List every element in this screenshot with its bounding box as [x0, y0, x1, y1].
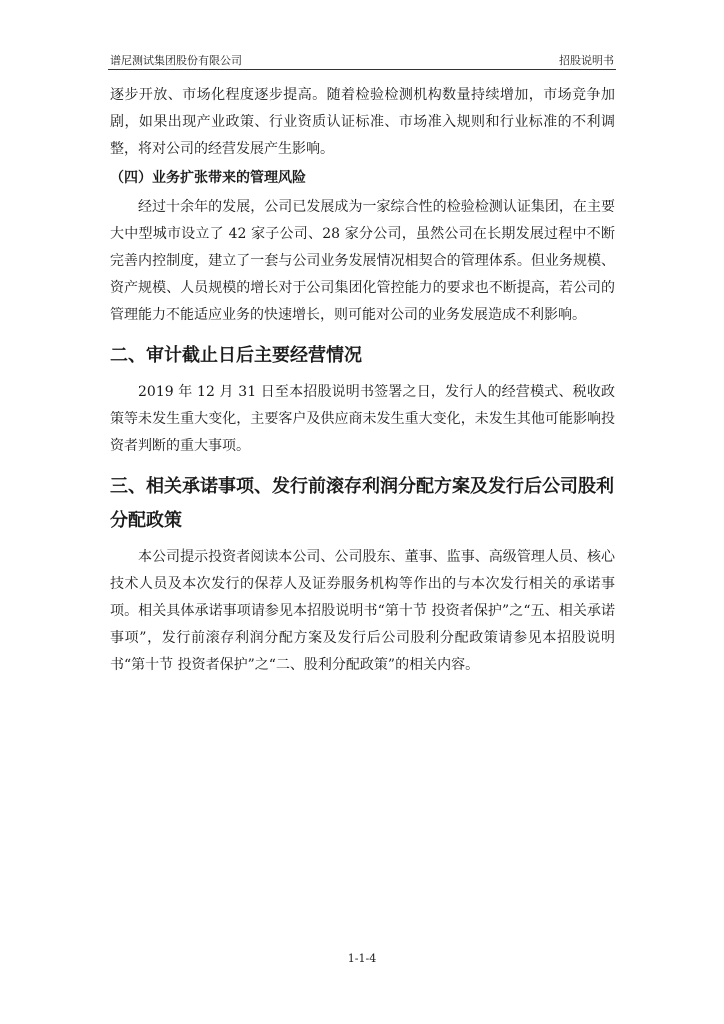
header-company-name: 谱尼测试集团股份有限公司 [110, 54, 242, 67]
paragraph-management-risk: 经过十余年的发展，公司已发展成为一家综合性的检验检测认证集团，在主要大中型城市设立了 42 家子公司、28 家分公司，虽然公司在长期发展过程中不断完善内控制度，建立了一套与公司业务发展情况相契合的管理体系。但业务规模、资产规模、人员规模的增长对于公司集团化管控能力的要求也不断提高，若公司的管理能力不能适应业务的快速增长，则可能对公司的业务发展造成不利影响。 [110, 199, 615, 323]
header-document-type: 招股说明书 [559, 54, 614, 67]
paragraph-post-audit: 2019 年 12 月 31 日至本招股说明书签署之日，发行人的经营模式、税收政策等未发生重大变化，主要客户及供应商未发生重大变化，未发生其他可能影响投资者判断的重大事项。 [110, 384, 615, 454]
header-divider [108, 69, 616, 70]
subheading-management-risk: （四）业务扩张带来的管理风险 [110, 170, 306, 186]
page-number: 1-1-4 [347, 952, 377, 965]
paragraph-commitments: 本公司提示投资者阅读本公司、公司股东、董事、监事、高级管理人员、核心技术人员及本次发行的保荐人及证券服务机构等作出的与本次发行相关的承诺事项。相关具体承诺事项请参见本招股说明书“第十节 投资者保护”之“五、相关承诺事项”，发行前滚存利润分配方案及发行后公司股利分配政策请参见本招股说明书“第十节 投资者保护”之“二、股利分配政策”的相关内容。 [110, 549, 615, 673]
paragraph-market-competition: 逐步开放、市场化程度逐步提高。随着检验检测机构数量持续增加，市场竞争加剧，如果出现产业政策、行业资质认证标准、市场准入规则和行业标准的不利调整，将对公司的经营发展产生影响。 [110, 87, 615, 157]
section-heading-post-audit: 二、审计截止日后主要经营情况 [110, 345, 362, 366]
page-body [110, 82, 615, 679]
section-heading-commitments: 三、相关承诺事项、发行前滚存利润分配方案及发行后公司股利分配政策 [110, 476, 614, 531]
